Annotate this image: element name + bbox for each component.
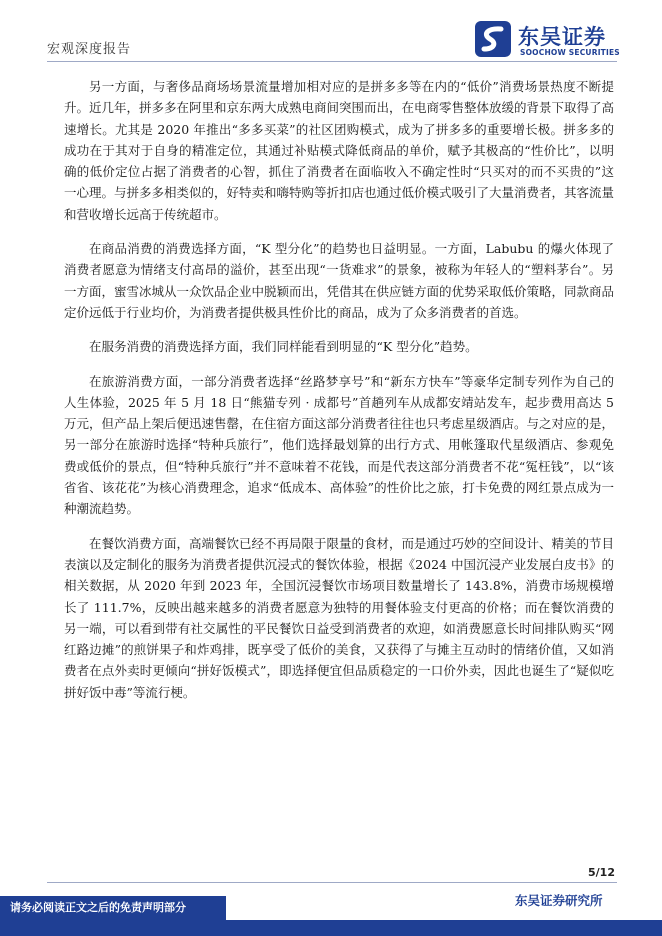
disclaimer-note: 请务必阅读正文之后的免责声明部分: [10, 901, 186, 914]
logo-chinese-name: 东吴证券: [518, 25, 606, 49]
paragraph: 在旅游消费方面，一部分消费者选择“丝路梦享号”和“新东方快车”等豪华定制专列作为自己的人生体验，2025 年 5 月 18 日“熊猫专列 · 成都号”首趟列车从成都安靖站发车，起步费用高达 5 万元，但产品上架后便迅速售罄，在住宿方面这部分消费者往往也只考虑星级酒店。与之对应的是，另一部分在旅游时选择“特种兵旅行”，他们选择最划算的出行方式、用帐篷取代星级酒店、参观免费或低价的景点，但“特种兵旅行”并不意味着不花钱，而是代表这部分消费者不花“冤枉钱”，以“该省省、该花花”为核心消费理念，追求“低成本、高体验”的性价比之旅，打卡免费的网红景点成为一种潮流趋势。: [64, 373, 615, 517]
body-text: [64, 76, 614, 716]
header-divider: [47, 61, 617, 62]
research-institute-name: 东吴证券研究所: [515, 893, 603, 908]
logo-english-name: SOOCHOW SECURITIES: [520, 48, 620, 57]
soochow-logo-icon: [474, 20, 512, 58]
paragraph: 在服务消费的消费选择方面，我们同样能看到明显的“K 型分化”趋势。: [89, 339, 478, 355]
report-type-label: 宏观深度报告: [47, 42, 132, 57]
page-number: 5/12: [588, 866, 615, 879]
company-logo: [474, 20, 624, 60]
footer-divider: [47, 882, 617, 883]
footer-bottom-bar: [0, 920, 662, 936]
paragraph: 另一方面，与奢侈品商场场景流量增加相对应的是拼多多等在内的“低价”消费场景热度不断提升。近几年，拼多多在阿里和京东两大成熟电商间突围而出，在电商零售整体放缓的背景下取得了高速增长。尤其是 2020 年推出“多多买菜”的社区团购模式，成为了拼多多的重要增长极。拼多多的成功在于其对于自身的精准定位，其通过补贴模式降低商品的单价，赋予其极高的“性价比”，以明确的低价定位占据了消费者的心智，抓住了消费者在面临收入不确定性时“只买对的而不买贵的”这一心理。与拼多多相类似的，好特卖和嗨特购等折扣店也通过低价模式吸引了大量消费者，其客流量和营收增长远高于传统超市。: [64, 79, 615, 222]
paragraph: 在商品消费的消费选择方面，“K 型分化”的趋势也日益明显。一方面，Labubu 的爆火体现了消费者愿意为情绪支付高昂的溢价，甚至出现“一货难求”的景象，被称为年轻人的“塑料茅台”。另一方面，蜜雪冰城从一众饮品企业中脱颖而出，凭借其在供应链方面的优势采取低价策略，同款商品定价远低于行业均价，为消费者提供极具性价比的商品，成为了众多消费者的首选。: [64, 241, 615, 320]
paragraph: 在餐饮消费方面，高端餐饮已经不再局限于限量的食材，而是通过巧妙的空间设计、精美的节目表演以及定制化的服务为消费者提供沉浸式的餐饮体验，根据《2024 中国沉浸产业发展白皮书》的相关数据，从 2020 年到 2023 年，全国沉浸餐饮市场项目数量增长了 143.8%，消费市场规模增长了 111.7%，反映出越来越多的消费者愿意为独特的用餐体验支付更高的价格；而在餐饮消费的另一端，可以看到带有社交属性的平民餐饮日益受到消费者的欢迎，如消费愿意长时间排队购买“网红路边摊”的煎饼果子和炸鸡排，既享受了低价的美食，又获得了与摊主互动时的情绪价值，又如消费者在点外卖时更倾向“拼好饭模式”，即选择便宜但品质稳定的一口价外卖，因此也诞生了“疑似吃拼好饭中毒”等流行梗。: [64, 535, 615, 700]
